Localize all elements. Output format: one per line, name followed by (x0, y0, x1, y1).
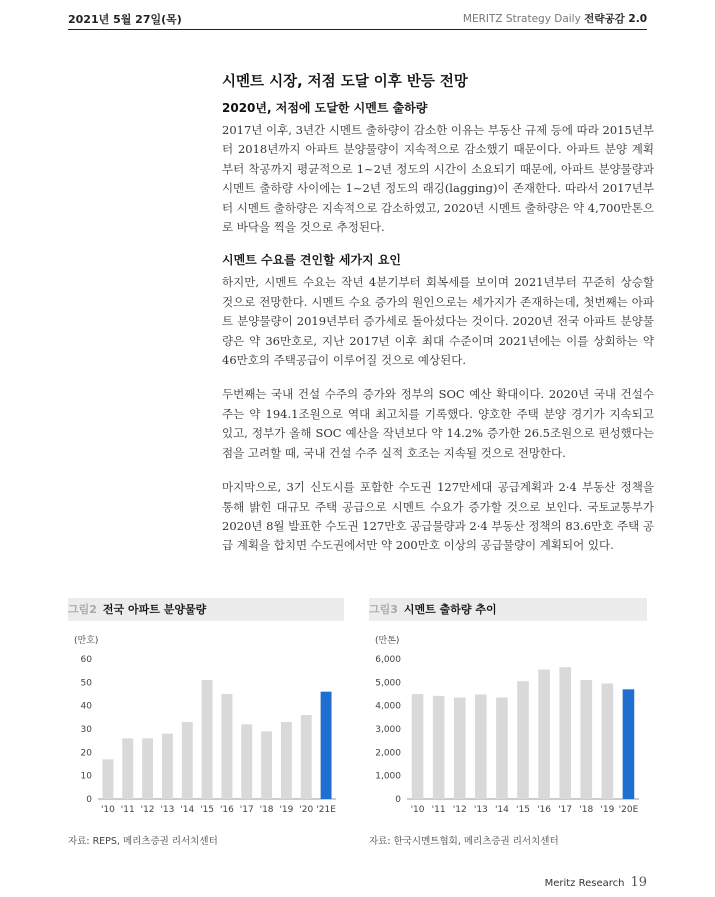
x-tick-label: '18 (579, 805, 594, 815)
bar (623, 689, 635, 799)
bar (475, 694, 487, 799)
y-tick-label: 10 (80, 771, 92, 782)
x-tick-label: '20E (618, 805, 639, 815)
bar (454, 698, 466, 800)
x-tick-label: '14 (494, 805, 509, 815)
cement-shipment-chart (369, 627, 647, 827)
article-title: 시멘트 시장, 저점 도달 이후 반등 전망 (222, 74, 468, 90)
figure-2 (68, 598, 344, 847)
article-body (222, 70, 654, 556)
apartment-supply-chart (68, 627, 344, 827)
bar (122, 738, 133, 799)
figure-3-title-bar (369, 598, 647, 621)
y-unit-label: (만호) (74, 636, 99, 646)
x-tick-label: '12 (140, 805, 155, 815)
figure-3-title: 시멘트 출하량 추이 (403, 603, 497, 616)
y-tick-label: 50 (80, 678, 92, 689)
x-tick-label: '16 (537, 805, 552, 815)
header-date: 2021년 5월 27일(목) (68, 13, 182, 26)
y-tick-label: 0 (395, 795, 401, 805)
y-tick-label: 20 (80, 748, 92, 759)
x-tick-label: '12 (452, 805, 467, 815)
x-tick-label: '15 (200, 805, 215, 815)
bar (142, 738, 153, 799)
y-tick-label: 1,000 (375, 771, 401, 782)
bar (412, 694, 424, 799)
bar (162, 734, 173, 799)
y-tick-label: 60 (80, 655, 92, 665)
y-tick-label: 4,000 (375, 701, 401, 712)
bar (102, 759, 113, 799)
header-series: MERITZ Strategy Daily (462, 13, 581, 25)
figure-3-source: 자료: 한국시멘트협회, 메리츠증권 리서치센터 (369, 836, 559, 847)
figure-2-title: 전국 아파트 분양물량 (102, 603, 207, 616)
header-publication (463, 11, 647, 26)
paragraph-2: 하지만, 시멘트 수요는 작년 4분기부터 회복세를 보이며 2021년부터 꾸준히 상승할 것으로 전망한다. 시멘트 수요 증가의 원인으로는 세가지가 존재하는데, 첫번째는 아파트 분양물량이 2019년부터 증가세로 돌아섰다는 것이다. 2020년 전국 아파트 분양물량은 약 36만호로, 지난 2017년 이후 최대 수준이며 2021년에는 이를 상회하는 약 46만호의 주택공급이 이루어질 것으로 예상된다. (222, 275, 654, 368)
y-unit-label: (만톤) (375, 636, 400, 646)
x-tick-label: '14 (180, 805, 195, 815)
bar (261, 731, 272, 799)
section-2-heading: 시멘트 수요를 견인할 세가지 요인 (222, 253, 402, 268)
x-tick-label: '10 (100, 805, 115, 815)
bar (496, 698, 508, 800)
y-tick-label: 6,000 (375, 655, 401, 665)
header-rule (68, 29, 647, 30)
bar (202, 680, 213, 799)
x-tick-label: '13 (473, 805, 488, 815)
paragraph-3: 두번째는 국내 건설 수주의 증가와 정부의 SOC 예산 확대이다. 2020년 국내 건설수주는 약 194.1조원으로 역대 최고치를 기록했다. 양호한 주택 분양 경기가 지속되고 있고, 정부가 올해 SOC 예산을 작년보다 약 14.2% 증가한 26.5조원으로 편성했다는 점을 고려할 때, 국내 건설 수주 실적 호조는 지속될 것으로 전망한다. (222, 387, 654, 460)
x-tick-label: '17 (558, 805, 573, 815)
figure-2-number: 그림2 (68, 603, 97, 616)
x-tick-label: '13 (160, 805, 175, 815)
y-tick-label: 5,000 (375, 678, 401, 689)
x-tick-label: '17 (239, 805, 254, 815)
bar (580, 680, 592, 799)
bar (538, 670, 550, 800)
header-title: 전략공감 2.0 (584, 13, 647, 25)
paragraph-1: 2017년 이후, 3년간 시멘트 출하량이 감소한 이유는 부동산 규제 등에 따라 2015년부터 2018년까지 아파트 분양물량이 지속적으로 감소했기 때문이다. 아파트 분양 계획부터 착공까지 평균적으로 1~2년 정도의 시간이 소요되기 때문에, 아파트 분양물량과 시멘트 출하량 사이에는 1~2년 정도의 래깅(lagging)이 존재한다. 따라서 2017년부터 시멘트 출하량은 지속적으로 감소하였고, 2020년 시멘트 출하량은 약 4,700만톤으로 바닥을 찍을 것으로 추정된다. (222, 123, 655, 235)
y-tick-label: 30 (80, 725, 92, 735)
x-tick-label: '20 (299, 805, 314, 815)
y-tick-label: 3,000 (375, 725, 401, 735)
bar (182, 722, 193, 799)
x-tick-label: '15 (516, 805, 530, 815)
footer (545, 875, 647, 890)
figure-2-source: 자료: REPS, 메리츠증권 리서치센터 (68, 836, 218, 847)
bar (221, 694, 232, 799)
bar (433, 696, 445, 799)
footer-brand: Meritz Research (544, 878, 625, 889)
page-number: 19 (630, 875, 647, 890)
figure-3 (369, 598, 647, 847)
x-tick-label: '19 (279, 805, 294, 815)
y-tick-label: 0 (86, 795, 92, 805)
bar (241, 724, 252, 799)
y-tick-label: 40 (80, 701, 92, 712)
x-tick-label: '16 (219, 805, 234, 815)
bar (321, 692, 332, 799)
bar (281, 722, 292, 799)
bar (301, 715, 312, 799)
paragraph-4: 마지막으로, 3기 신도시를 포함한 수도권 127만세대 공급계획과 2·4 부동산 정책을 통해 밝힌 대규모 주택 공급으로 시멘트 수요가 증가할 것으로 보인다. 국토교통부가 2020년 8월 발표한 수도권 127만호 공급물량과 2·4 부동산 정책의 83.6만호 주택 공급 계획을 합치면 수도권에서만 약 200만호 이상의 공급물량이 계획되어 있다. (222, 480, 654, 553)
x-tick-label: '21E (316, 805, 336, 815)
x-tick-label: '11 (431, 805, 446, 815)
bar (517, 681, 529, 799)
x-tick-label: '18 (259, 805, 274, 815)
y-tick-label: 2,000 (375, 748, 401, 759)
figure-3-number: 그림3 (369, 603, 398, 616)
article-subtitle: 2020년, 저점에 도달한 시멘트 출하량 (222, 101, 428, 115)
x-tick-label: '11 (120, 805, 135, 815)
x-tick-label: '10 (410, 805, 425, 815)
x-tick-label: '19 (600, 805, 615, 815)
bar (559, 667, 571, 799)
bar (602, 684, 614, 800)
figure-2-title-bar (68, 598, 344, 621)
